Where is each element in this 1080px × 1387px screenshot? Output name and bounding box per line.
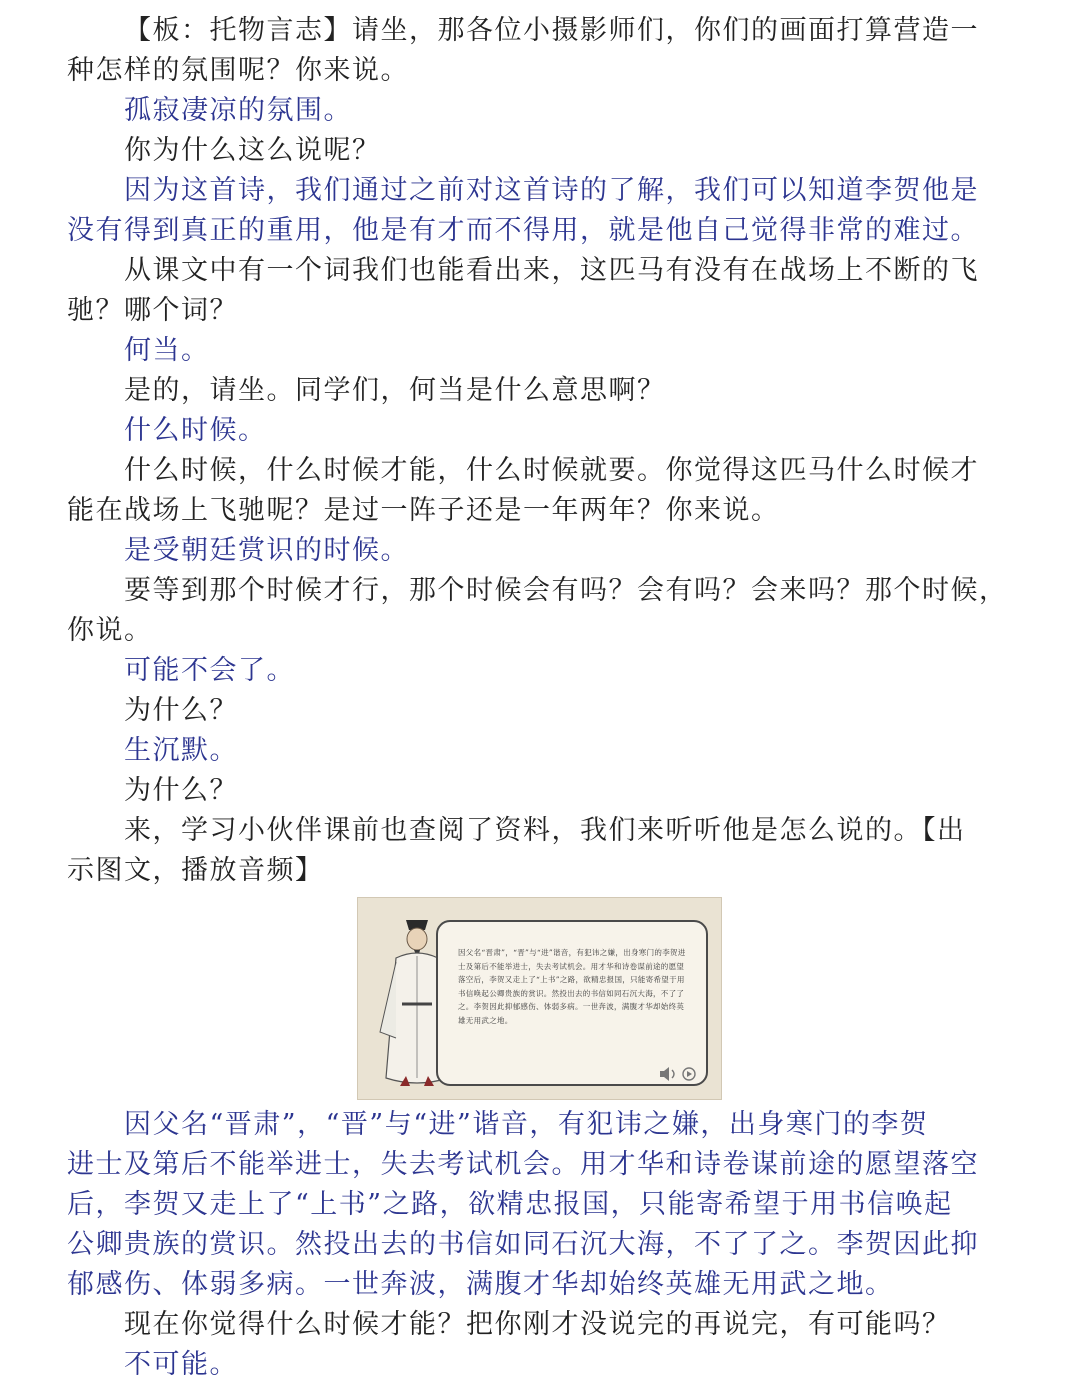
teacher-line: 【板：托物言志】请坐，那各位小摄影师们，你们的画面打算营造一 [124,15,979,46]
teacher-line: 从课文中有一个词我们也能看出来，这匹马有没有在战场上不断的飞 [124,255,979,286]
lesson-illustration [357,897,722,1100]
teacher-line: 是的，请坐。同学们，何当是什么意思啊？ [124,375,666,406]
student-line: 不可能。 [124,1349,238,1380]
teacher-line: 能在战场上飞驰呢？是过一阵子还是一年两年？你来说。 [67,495,780,526]
teacher-line: 种怎样的氛围呢？你来说。 [67,55,409,86]
student-line: 可能不会了。 [124,655,295,686]
teacher-line: 你说。 [67,615,153,646]
teacher-line: 要等到那个时候才行，那个时候会有吗？会有吗？会来吗？那个时候， [124,575,1008,606]
scroll-text: 因父名“晋肃”，“晋”与“进”谐音，有犯讳之嫌，出身寒门的李贺进士及第后不能举进士，失去考试机会。用才华和诗卷谋前途的愿望落空后，李贺又走上了“上书”之路，欲精忠报国，只能寄希望于用书信唤起公卿贵族的赏识。然投出去的书信如同石沉大海，不了了之。李贺因此抑郁感伤、体弱多病。一世奔波，满腹才华却始终英雄无用武之地。 [458,948,686,1025]
student-line: 孤寂凄凉的氛围。 [124,95,352,126]
teacher-line: 现在你觉得什么时候才能？把你刚才没说完的再说完，有可能吗？ [124,1309,951,1340]
student-line: 生沉默。 [124,735,238,766]
teacher-line: 什么时候，什么时候才能，什么时候就要。你觉得这匹马什么时候才 [124,455,979,486]
student-line: 什么时候。 [124,415,267,446]
student-line: 公卿贵族的赏识。然投出去的书信如同石沉大海，不了了之。李贺因此抑 [67,1229,979,1260]
teacher-line: 你为什么这么说呢？ [124,135,381,166]
teacher-line: 示图文，播放音频】 [67,855,324,886]
student-line: 郁感伤、体弱多病。一世奔波，满腹才华却始终英雄无用武之地。 [67,1269,894,1300]
teacher-line: 为什么？ [124,775,238,806]
student-line: 进士及第后不能举进士，失去考试机会。用才华和诗卷谋前途的愿望落空 [67,1149,979,1180]
teacher-line: 驰？哪个词？ [67,295,238,326]
student-line: 没有得到真正的重用，他是有才而不得用，就是他自己觉得非常的难过。 [67,215,979,246]
student-line: 何当。 [124,335,210,366]
student-line: 因父名“晋肃”，“晋”与“进”谐音，有犯讳之嫌，出身寒门的李贺 [124,1109,929,1140]
teacher-line: 为什么？ [124,695,238,726]
student-line: 是受朝廷赏识的时候。 [124,535,409,566]
speaker-icon[interactable] [658,1066,698,1082]
teacher-line: 来，学习小伙伴课前也查阅了资料，我们来听听他是怎么说的。【出 [124,815,966,846]
student-line: 后，李贺又走上了“上书”之路，欲精忠报国，只能寄希望于用书信唤起 [67,1189,953,1220]
student-line: 因为这首诗，我们通过之前对这首诗的了解，我们可以知道李贺他是 [124,175,979,206]
